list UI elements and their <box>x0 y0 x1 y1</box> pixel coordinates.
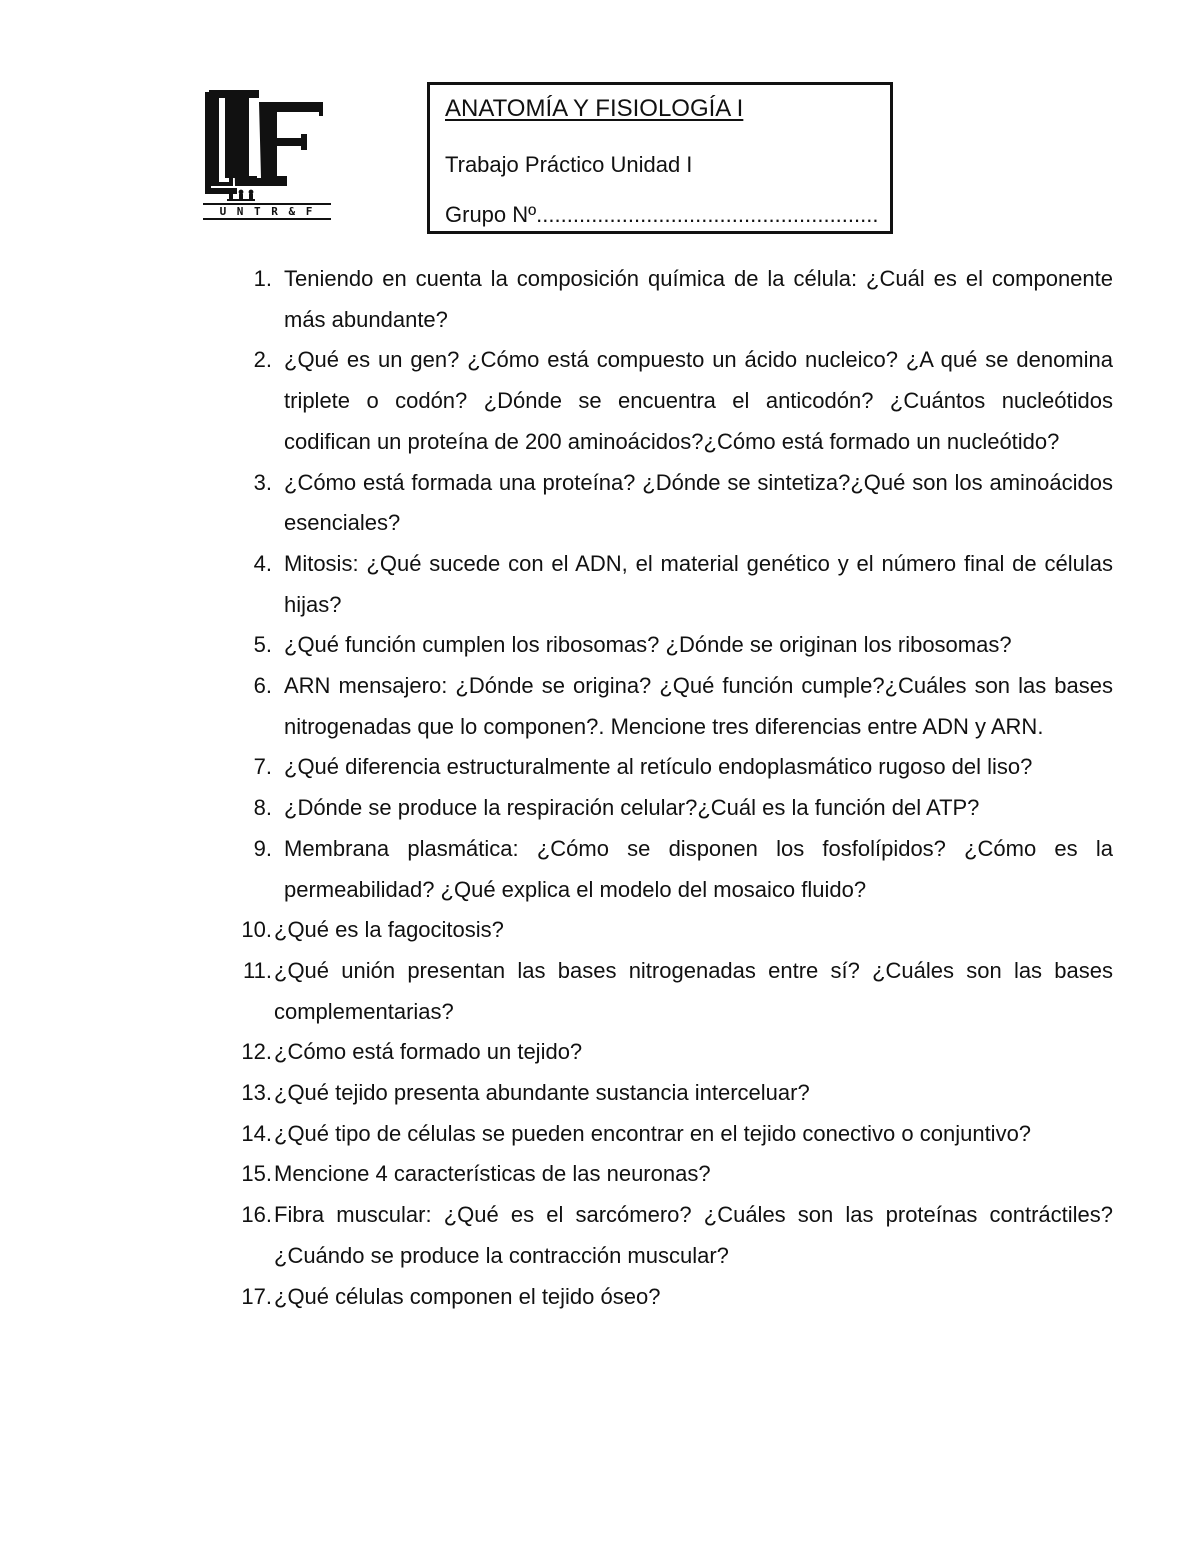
question-item <box>228 1032 1113 1073</box>
group-number-line: Grupo Nº........................................................ <box>445 202 879 227</box>
question-number: 2. <box>253 347 272 373</box>
question-text: ¿Dónde se produce la respiración celular?¿Cuál es la función del ATP? <box>284 795 980 821</box>
question-text: ¿Qué tejido presenta abundante sustancia interceluar? <box>274 1080 810 1106</box>
question-text: ¿Qué unión presentan las bases nitrogenadas entre sí? ¿Cuáles son las bases complementarias? <box>274 957 1113 1024</box>
question-item <box>228 259 1113 340</box>
question-text: Membrana plasmática: ¿Cómo se disponen los fosfolípidos? ¿Cómo es la permeabilidad? ¿Qué explica el modelo del mosaico fluido? <box>284 835 1113 902</box>
question-text: ¿Cómo está formado un tejido? <box>274 1039 583 1065</box>
question-number: 17. <box>241 1283 272 1309</box>
question-number: 9. <box>253 835 272 861</box>
question-text: ARN mensajero: ¿Dónde se origina? ¿Qué función cumple?¿Cuáles son las bases nitrogenadas que lo componen?. Mencione tres diferencias entre ADN y ARN. <box>284 673 1113 739</box>
question-text: Teniendo en cuenta la composición química de la célula: ¿Cuál es el componente más abundante? <box>284 266 1113 332</box>
question-number: 8. <box>253 795 272 821</box>
question-number: 13. <box>241 1080 272 1106</box>
question-number: 16. <box>241 1202 272 1228</box>
question-number: 11. <box>243 957 272 983</box>
question-item <box>228 1277 1113 1318</box>
question-number: 1. <box>253 266 272 291</box>
question-list <box>228 259 1113 1317</box>
question-text: ¿Cómo está formada una proteína? ¿Dónde se sintetiza?¿Qué son los aminoácidos esenciales? <box>284 469 1113 536</box>
question-item <box>228 747 1113 788</box>
question-item <box>228 788 1113 829</box>
question-text: Mencione 4 características de las neuronas? <box>274 1161 711 1187</box>
question-text: ¿Qué es un gen? ¿Cómo está compuesto un ácido nucleico? ¿A qué se denomina triplete o codón? ¿Dónde se encuentra el anticodón? ¿Cuántos nucleótidos codifican un proteína de 200 aminoácidos?¿Cómo está formado un nucleótido? <box>284 347 1113 454</box>
question-item <box>228 1195 1113 1276</box>
question-text: Fibra muscular: ¿Qué es el sarcómero? ¿Cuáles son las proteínas contráctiles?¿Cuándo se produce la contracción muscular? <box>274 1202 1113 1268</box>
question-item <box>228 625 1113 666</box>
question-number: 6. <box>253 673 272 699</box>
question-item <box>228 1114 1113 1155</box>
question-number: 3. <box>253 469 272 495</box>
question-item <box>228 340 1113 462</box>
question-number: 10. <box>241 917 272 943</box>
question-item <box>228 910 1113 951</box>
question-number: 4. <box>253 550 272 576</box>
university-logo <box>203 90 331 222</box>
practical-work-subtitle: Trabajo Práctico Unidad I <box>445 152 693 177</box>
question-text: ¿Qué células componen el tejido óseo? <box>274 1283 661 1309</box>
question-item <box>228 666 1113 747</box>
question-text: ¿Qué es la fagocitosis? <box>274 917 504 943</box>
question-item <box>228 951 1113 1032</box>
header-box <box>427 82 893 234</box>
question-text: Mitosis: ¿Qué sucede con el ADN, el material genético y el número final de células hijas? <box>284 550 1113 617</box>
course-title: ANATOMÍA Y FISIOLOGÍA I <box>445 95 744 122</box>
question-text: ¿Qué tipo de células se pueden encontrar en el tejido conectivo o conjuntivo? <box>274 1120 1032 1146</box>
question-number: 5. <box>253 632 272 658</box>
question-text: ¿Qué función cumplen los ribosomas? ¿Dónde se originan los ribosomas? <box>284 632 1012 658</box>
question-text: ¿Qué diferencia estructuralmente al retículo endoplasmático rugoso del liso? <box>284 754 1033 780</box>
question-number: 14. <box>241 1120 272 1146</box>
question-item <box>228 463 1113 544</box>
question-item <box>228 1154 1113 1195</box>
question-number: 7. <box>253 754 272 780</box>
question-item <box>228 544 1113 625</box>
question-number: 15. <box>241 1161 272 1187</box>
question-number: 12. <box>241 1039 272 1065</box>
question-item <box>228 1073 1113 1114</box>
logo-caption: U N T R & F <box>219 205 315 218</box>
question-item <box>228 829 1113 910</box>
